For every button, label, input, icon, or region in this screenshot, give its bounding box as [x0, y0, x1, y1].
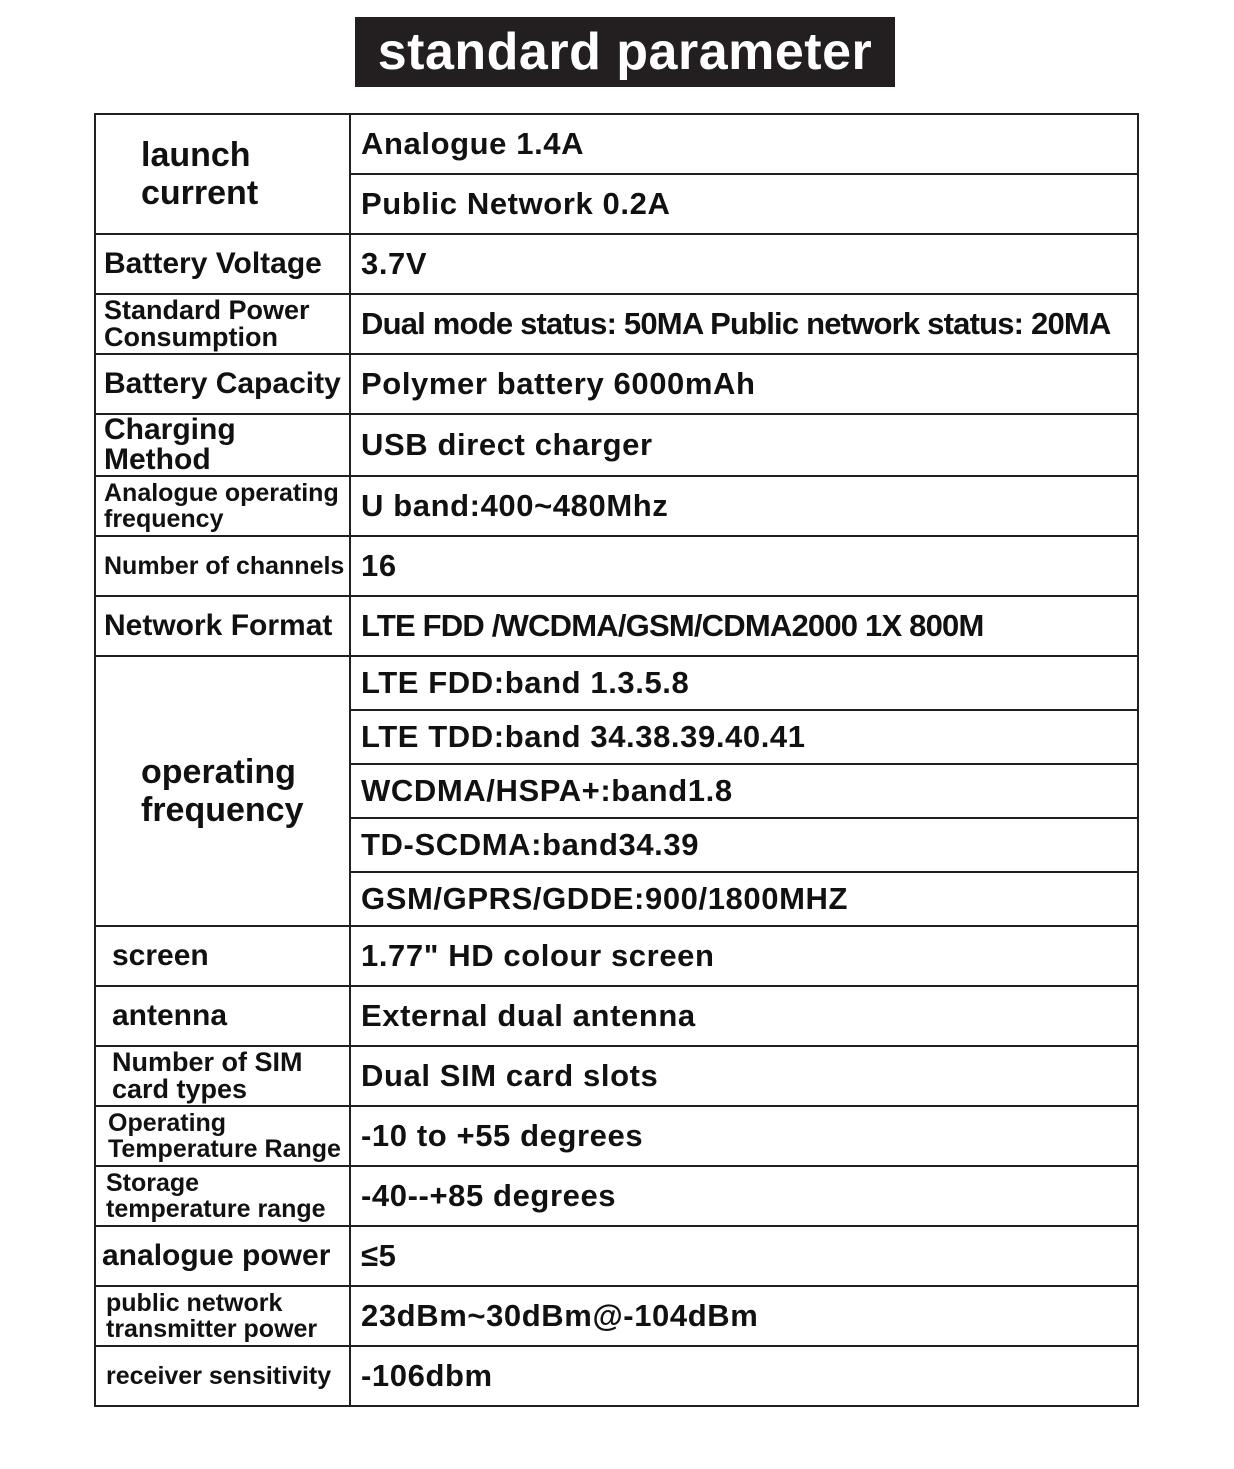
public-tx-power-label: public network transmitter power: [95, 1286, 350, 1346]
table-row: [95, 1226, 1138, 1286]
table-row: [95, 294, 1138, 354]
operating-frequency-value: TD-SCDMA:band34.39: [350, 818, 1138, 872]
analogue-power-value: ≤5: [350, 1226, 1138, 1286]
charging-method-label: Charging Method: [95, 414, 350, 476]
table-row: [95, 1166, 1138, 1226]
network-format-label: Network Format: [95, 596, 350, 656]
operating-frequency-label: [95, 656, 350, 926]
receiver-sensitivity-label: receiver sensitivity: [95, 1346, 350, 1406]
operating-frequency-value: LTE FDD:band 1.3.5.8: [350, 656, 1138, 710]
table-row: [95, 476, 1138, 536]
operating-frequency-value: WCDMA/HSPA+:band1.8: [350, 764, 1138, 818]
analogue-frequency-value: U band:400~480Mhz: [350, 476, 1138, 536]
table-row: [95, 234, 1138, 294]
operating-temperature-value: -10 to +55 degrees: [350, 1106, 1138, 1166]
launch-current-label-text: launch current: [141, 136, 259, 212]
standard-power-value: Dual mode status: 50MA Public network status: 20MA: [350, 294, 1138, 354]
storage-temperature-label: Storage temperature range: [95, 1166, 350, 1226]
storage-temperature-value: -40--+85 degrees: [350, 1166, 1138, 1226]
table-row: [95, 656, 1138, 710]
table-row: [95, 1346, 1138, 1406]
screen-label: screen: [95, 926, 350, 986]
screen-value: 1.77" HD colour screen: [350, 926, 1138, 986]
battery-capacity-label: Battery Capacity: [95, 354, 350, 414]
table-row: [95, 1106, 1138, 1166]
battery-voltage-label: Battery Voltage: [95, 234, 350, 294]
operating-frequency-value: LTE TDD:band 34.38.39.40.41: [350, 710, 1138, 764]
table-row: [95, 1046, 1138, 1106]
table-row: [95, 114, 1138, 174]
table-row: [95, 414, 1138, 476]
table-row: [95, 986, 1138, 1046]
charging-method-value: USB direct charger: [350, 414, 1138, 476]
analogue-power-label: analogue power: [95, 1226, 350, 1286]
operating-temperature-label: Operating Temperature Range: [95, 1106, 350, 1166]
table-row: [95, 926, 1138, 986]
launch-current-label: [95, 114, 350, 234]
analogue-frequency-label: Analogue operating frequency: [95, 476, 350, 536]
table-row: [95, 536, 1138, 596]
operating-frequency-value: GSM/GPRS/GDDE:900/1800MHZ: [350, 872, 1138, 926]
page-title: standard parameter: [355, 17, 895, 87]
operating-frequency-label-text: operating frequency: [141, 753, 304, 829]
standard-power-label: Standard Power Consumption: [95, 294, 350, 354]
launch-current-public-value: Public Network 0.2A: [350, 174, 1138, 234]
public-tx-power-value: 23dBm~30dBm@-104dBm: [350, 1286, 1138, 1346]
channels-label: Number of channels: [95, 536, 350, 596]
table-row: [95, 1286, 1138, 1346]
battery-capacity-value: Polymer battery 6000mAh: [350, 354, 1138, 414]
network-format-value: LTE FDD /WCDMA/GSM/CDMA2000 1X 800M: [350, 596, 1138, 656]
channels-value: 16: [350, 536, 1138, 596]
battery-voltage-value: 3.7V: [350, 234, 1138, 294]
sim-types-label: Number of SIM card types: [95, 1046, 350, 1106]
antenna-value: External dual antenna: [350, 986, 1138, 1046]
launch-current-analogue-value: Analogue 1.4A: [350, 114, 1138, 174]
sim-types-value: Dual SIM card slots: [350, 1046, 1138, 1106]
table-row: [95, 354, 1138, 414]
spec-table: [94, 113, 1139, 1407]
receiver-sensitivity-value: -106dbm: [350, 1346, 1138, 1406]
table-row: [95, 596, 1138, 656]
antenna-label: antenna: [95, 986, 350, 1046]
